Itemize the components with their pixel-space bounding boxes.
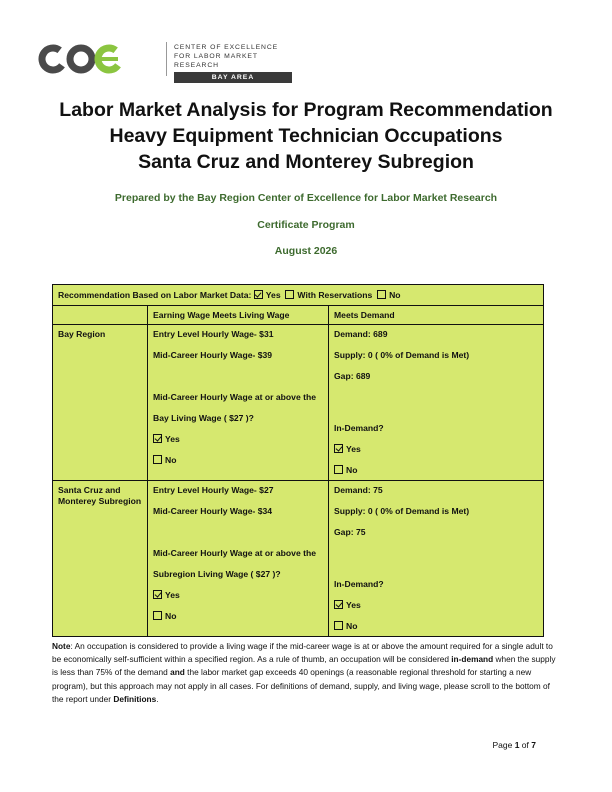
note-text: when the supply is less than 75% of the demand [52,654,556,678]
option-no: No [389,290,401,300]
report-date: August 2026 [274,245,338,257]
living-wage-value: Bay Living Wage ( $27 )? [153,413,254,423]
unchecked-box-icon [334,621,343,630]
note-bold: in-demand [451,654,494,665]
option-yes: Yes [265,290,281,300]
region-name: Bay Region [53,325,148,481]
note-text: : An occupation is considered to provide a living wage if the mid-career wage is at or above the amount required for a single adult to be economically self-sufficient within a specified region. As a rule of thumb, an occupation will be considered [52,641,553,665]
note-bold: Definitions [113,693,157,704]
wage-cell [148,481,329,637]
unchecked-box-icon [377,290,386,299]
checked-box-icon [153,434,162,443]
living-wage-question: Mid-Career Hourly Wage at or above the [153,392,316,402]
demand-value: Demand: 75 [334,485,383,495]
wage-cell [148,325,329,481]
in-demand-question: In-Demand? [334,579,384,589]
page-word: Page [492,740,513,750]
page-number [492,740,536,750]
in-demand-question: In-Demand? [334,423,384,433]
total-pages: 7 [531,740,536,750]
column-header-wage: Earning Wage Meets Living Wage [148,306,329,325]
recommendation-label: Recommendation Based on Labor Market Data: [58,290,252,300]
prepared-by: Prepared by the Bay Region Center of Excellence for Labor Market Research [114,192,498,204]
living-wage-question: Mid-Career Hourly Wage at or above the [153,548,316,558]
unchecked-box-icon [153,455,162,464]
of-word: of [521,740,529,750]
demand-cell [329,481,544,637]
demand-no: No [346,621,358,631]
title-line-2: Heavy Equipment Technician Occupations [109,125,503,147]
supply-value: Supply: 0 ( 0% of Demand is Met) [334,350,470,360]
demand-value: Demand: 689 [334,329,388,339]
title-line-3: Santa Cruz and Monterey Subregion [138,151,474,173]
title-line-1: Labor Market Analysis for Program Recommendation [59,99,553,121]
wage-yes: Yes [165,434,180,444]
region-name: Santa Cruz and Monterey Subregion [53,481,148,637]
wage-no: No [165,611,177,621]
coe-logo-mark [38,44,126,74]
entry-wage: Entry Level Hourly Wage- $27 [153,485,274,495]
coe-logo [38,40,279,81]
column-header-demand: Meets Demand [329,306,544,325]
demand-cell [329,325,544,481]
program-type: Certificate Program [257,219,355,231]
logo-text [174,43,292,83]
logo-divider [166,42,167,76]
mid-wage: Mid-Career Hourly Wage- $39 [153,350,273,360]
checked-box-icon [334,600,343,609]
wage-yes: Yes [165,590,180,600]
unchecked-box-icon [153,611,162,620]
table-row-subregion [53,481,544,637]
report-title [0,97,612,175]
table-row-bay [53,325,544,481]
note-text: the labor market gap exceeds 40 openings (a reasonable regional threshold for starting a new program), but this approach may not apply in all cases. For definitions of demand, supply, and living wage, please scroll to the bottom of the report under [52,667,550,704]
note-paragraph [52,640,562,706]
recommendation-row [53,285,544,306]
logo-band: BAY AREA [174,72,292,83]
gap-value: Gap: 689 [334,371,371,381]
logo-line-1: CENTER OF EXCELLENCE [174,44,279,51]
logo-line-2: FOR LABOR MARKET RESEARCH [174,53,258,69]
note-label: Note [52,641,71,651]
unchecked-box-icon [334,465,343,474]
wage-no: No [165,455,177,465]
mid-wage: Mid-Career Hourly Wage- $34 [153,506,273,516]
checked-box-icon [153,590,162,599]
recommendation-table [52,284,544,637]
checked-box-icon [254,290,263,299]
current-page: 1 [514,740,520,750]
demand-no: No [346,465,358,475]
demand-yes: Yes [346,600,361,610]
entry-wage: Entry Level Hourly Wage- $31 [153,329,274,339]
living-wage-value: Subregion Living Wage ( $27 )? [153,569,281,579]
unchecked-box-icon [285,290,294,299]
gap-value: Gap: 75 [334,527,366,537]
note-text: . [156,693,159,704]
demand-yes: Yes [346,444,361,454]
option-reservations: With Reservations [297,290,373,300]
checked-box-icon [334,444,343,453]
supply-value: Supply: 0 ( 0% of Demand is Met) [334,506,470,516]
note-bold: and [170,667,185,678]
